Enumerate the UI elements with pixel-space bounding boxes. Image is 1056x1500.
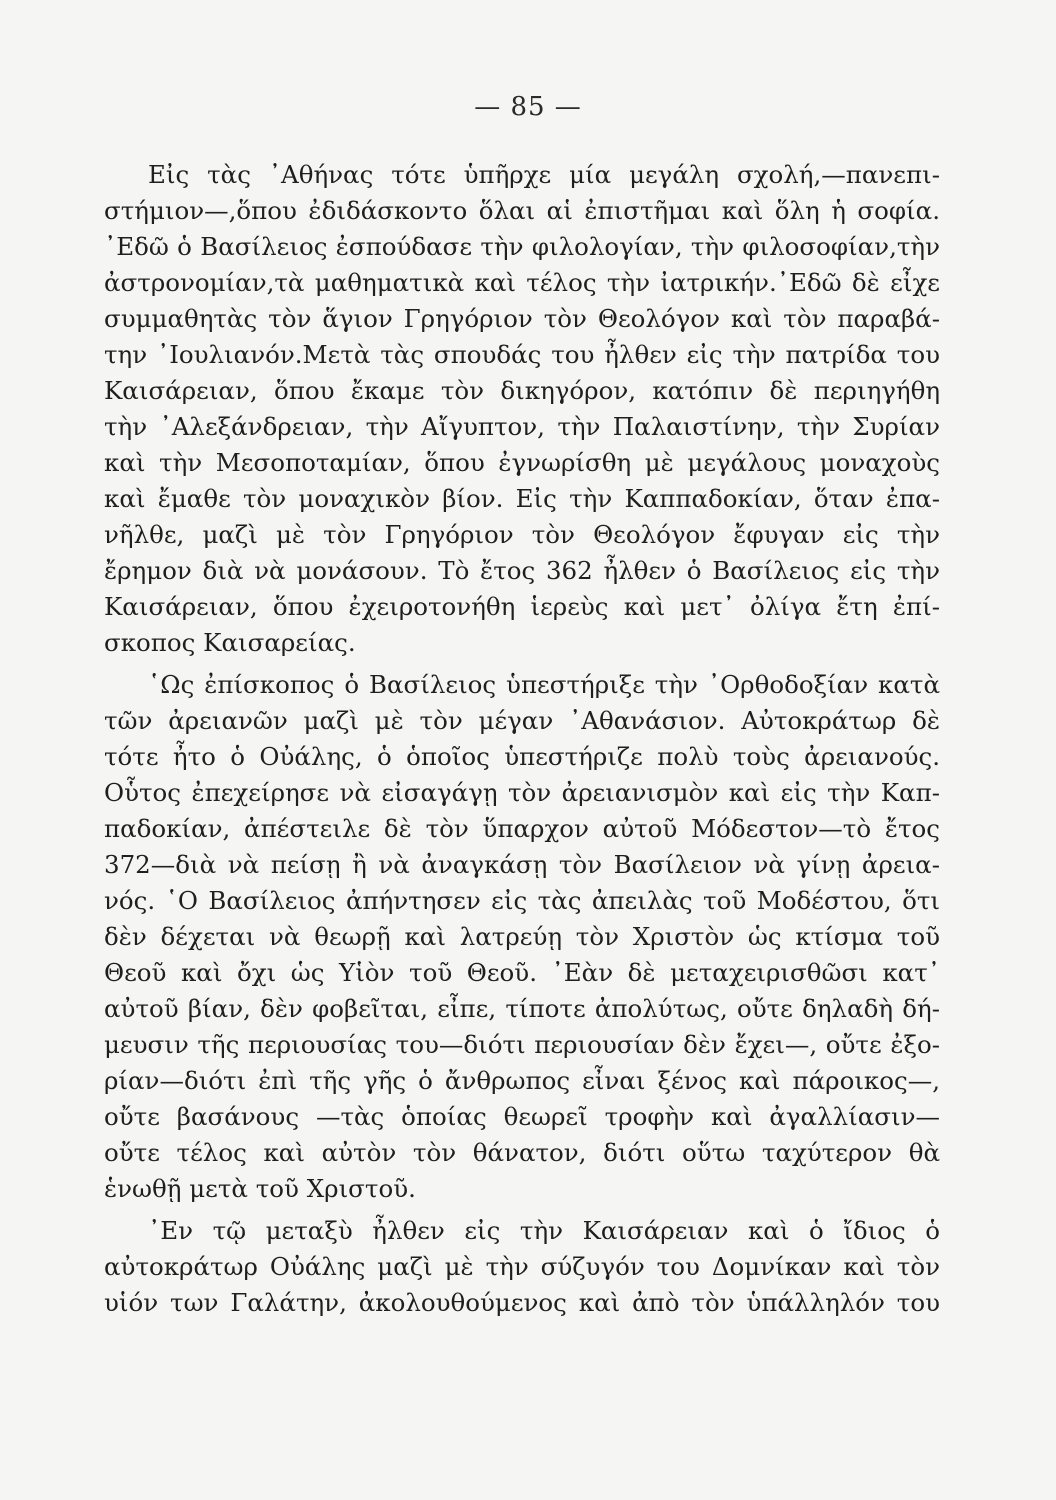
text-line: παδοκίαν, ἀπέστειλε δὲ τὸν ὕπαρχον αὐτοῦ Μόδεστον—τὸ ἔτος	[104, 814, 940, 843]
text-line: μευσιν τῆς περιουσίας του—διότι περιουσίαν δὲν ἔχει—, οὔτε ἐξο-	[104, 1030, 940, 1059]
text-line: οὔτε τέλος καὶ αὐτὸν τὸν θάνατον, διότι οὕτω ταχύτερον θὰ	[104, 1138, 940, 1167]
page-number: — 85 —	[474, 92, 582, 122]
text-line: την ᾿Ιουλιανόν.Μετὰ τὰς σπουδάς του ἦλθεν εἰς τὴν πατρίδα του	[104, 340, 940, 369]
text-line: Καισάρειαν, ὅπου ἔκαμε τὸν δικηγόρον, κατόπιν δὲ περιηγήθη	[104, 376, 940, 405]
text-line: οὔτε βασάνους —τὰς ὁποίας θεωρεῖ τροφὴν καὶ ἀγαλλίασιν—	[104, 1102, 940, 1131]
text-line: ἀστρονομίαν,τὰ μαθηματικὰ καὶ τέλος τὴν ἰατρικήν.᾿Εδῶ δὲ εἶχε	[104, 268, 940, 297]
text-line: συμμαθητὰς τὸν ἅγιον Γρηγόριον τὸν Θεολόγον καὶ τὸν παραβά-	[104, 304, 940, 333]
text-line: Θεοῦ καὶ ὄχι ὡς Υἱὸν τοῦ Θεοῦ. ᾿Εὰν δὲ μεταχειρισθῶσι κατ᾿	[104, 958, 940, 987]
text-line: ᾿Εν τῷ μεταξὺ ἦλθεν εἰς τὴν Καισάρειαν καὶ ὁ ἴδιος ὁ	[148, 1216, 940, 1245]
text-line: σκοπος Καισαρείας.	[104, 628, 356, 657]
text-line: νῆλθε, μαζὶ μὲ τὸν Γρηγόριον τὸν Θεολόγον ἔφυγαν εἰς τὴν	[104, 520, 940, 549]
text-line: ῾Ως ἐπίσκοπος ὁ Βασίλειος ὑπεστήριξε τὴν ᾿Ορθοδοξίαν κατὰ	[148, 670, 940, 699]
text-line: αὐτοκράτωρ Οὐάλης μαζὶ μὲ τὴν σύζυγόν του Δομνίκαν καὶ τὸν	[104, 1252, 940, 1281]
text-line: καὶ ἔμαθε τὸν μοναχικὸν βίον. Εἰς τὴν Καππαδοκίαν, ὅταν ἐπα-	[104, 484, 940, 513]
text-line: τὴν ᾿Αλεξάνδρειαν, τὴν Αἴγυπτον, τὴν Παλαιστίνην, τὴν Συρίαν	[104, 412, 940, 441]
text-line: καὶ τὴν Μεσοποταμίαν, ὅπου ἐγνωρίσθη μὲ μεγάλους μοναχοὺς	[104, 448, 940, 477]
text-line: τῶν ἀρειανῶν μαζὶ μὲ τὸν μέγαν ᾿Αθανάσιον. Αὐτοκράτωρ δὲ	[104, 706, 940, 735]
text-line: Οὗτος ἐπεχείρησε νὰ εἰσαγάγῃ τὸν ἀρειανισμὸν καὶ εἰς τὴν Καπ-	[104, 778, 940, 807]
text-line: στήμιον—,ὅπου ἐδιδάσκοντο ὅλαι αἱ ἐπιστῆμαι καὶ ὅλη ἡ σοφία.	[104, 196, 940, 225]
text-line: Καισάρειαν, ὅπου ἐχειροτονήθη ἱερεὺς καὶ μετ᾿ ὀλίγα ἔτη ἐπί-	[104, 592, 940, 621]
text-line: ἑνωθῇ μετὰ τοῦ Χριστοῦ.	[104, 1174, 416, 1203]
text-line: αὐτοῦ βίαν, δὲν φοβεῖται, εἶπε, τίποτε ἀπολύτως, οὔτε δηλαδὴ δή-	[104, 994, 940, 1023]
text-line: τότε ἦτο ὁ Οὐάλης, ὁ ὁποῖος ὑπεστήριζε πολὺ τοὺς ἀρειανούς.	[104, 742, 940, 771]
text-line: ρίαν—διότι ἐπὶ τῆς γῆς ὁ ἄνθρωπος εἶναι ξένος καὶ πάροικος—,	[104, 1066, 940, 1095]
text-line: δὲν δέχεται νὰ θεωρῇ καὶ λατρεύῃ τὸν Χριστὸν ὡς κτίσμα τοῦ	[104, 922, 940, 951]
text-line: ᾿Εδῶ ὁ Βασίλειος ἐσπούδασε τὴν φιλολογίαν, τὴν φιλοσοφίαν,τὴν	[104, 232, 940, 261]
text-line: 372—διὰ νὰ πείσῃ ἢ νὰ ἀναγκάσῃ τὸν Βασίλειον νὰ γίνῃ ἀρεια-	[104, 850, 940, 879]
text-line: υἱόν των Γαλάτην, ἀκολουθούμενος καὶ ἀπὸ τὸν ὑπάλληλόν του	[104, 1288, 940, 1317]
text-line: νός. ῾Ο Βασίλειος ἀπήντησεν εἰς τὰς ἀπειλὰς τοῦ Μοδέστου, ὅτι	[104, 886, 940, 915]
text-line: Εἰς τὰς ᾿Αθήνας τότε ὑπῆρχε μία μεγάλη σχολή,—πανεπι-	[148, 160, 940, 189]
text-line: ἔρημον διὰ νὰ μονάσουν. Τὸ ἔτος 362 ἦλθεν ὁ Βασίλειος εἰς τὴν	[104, 556, 940, 585]
